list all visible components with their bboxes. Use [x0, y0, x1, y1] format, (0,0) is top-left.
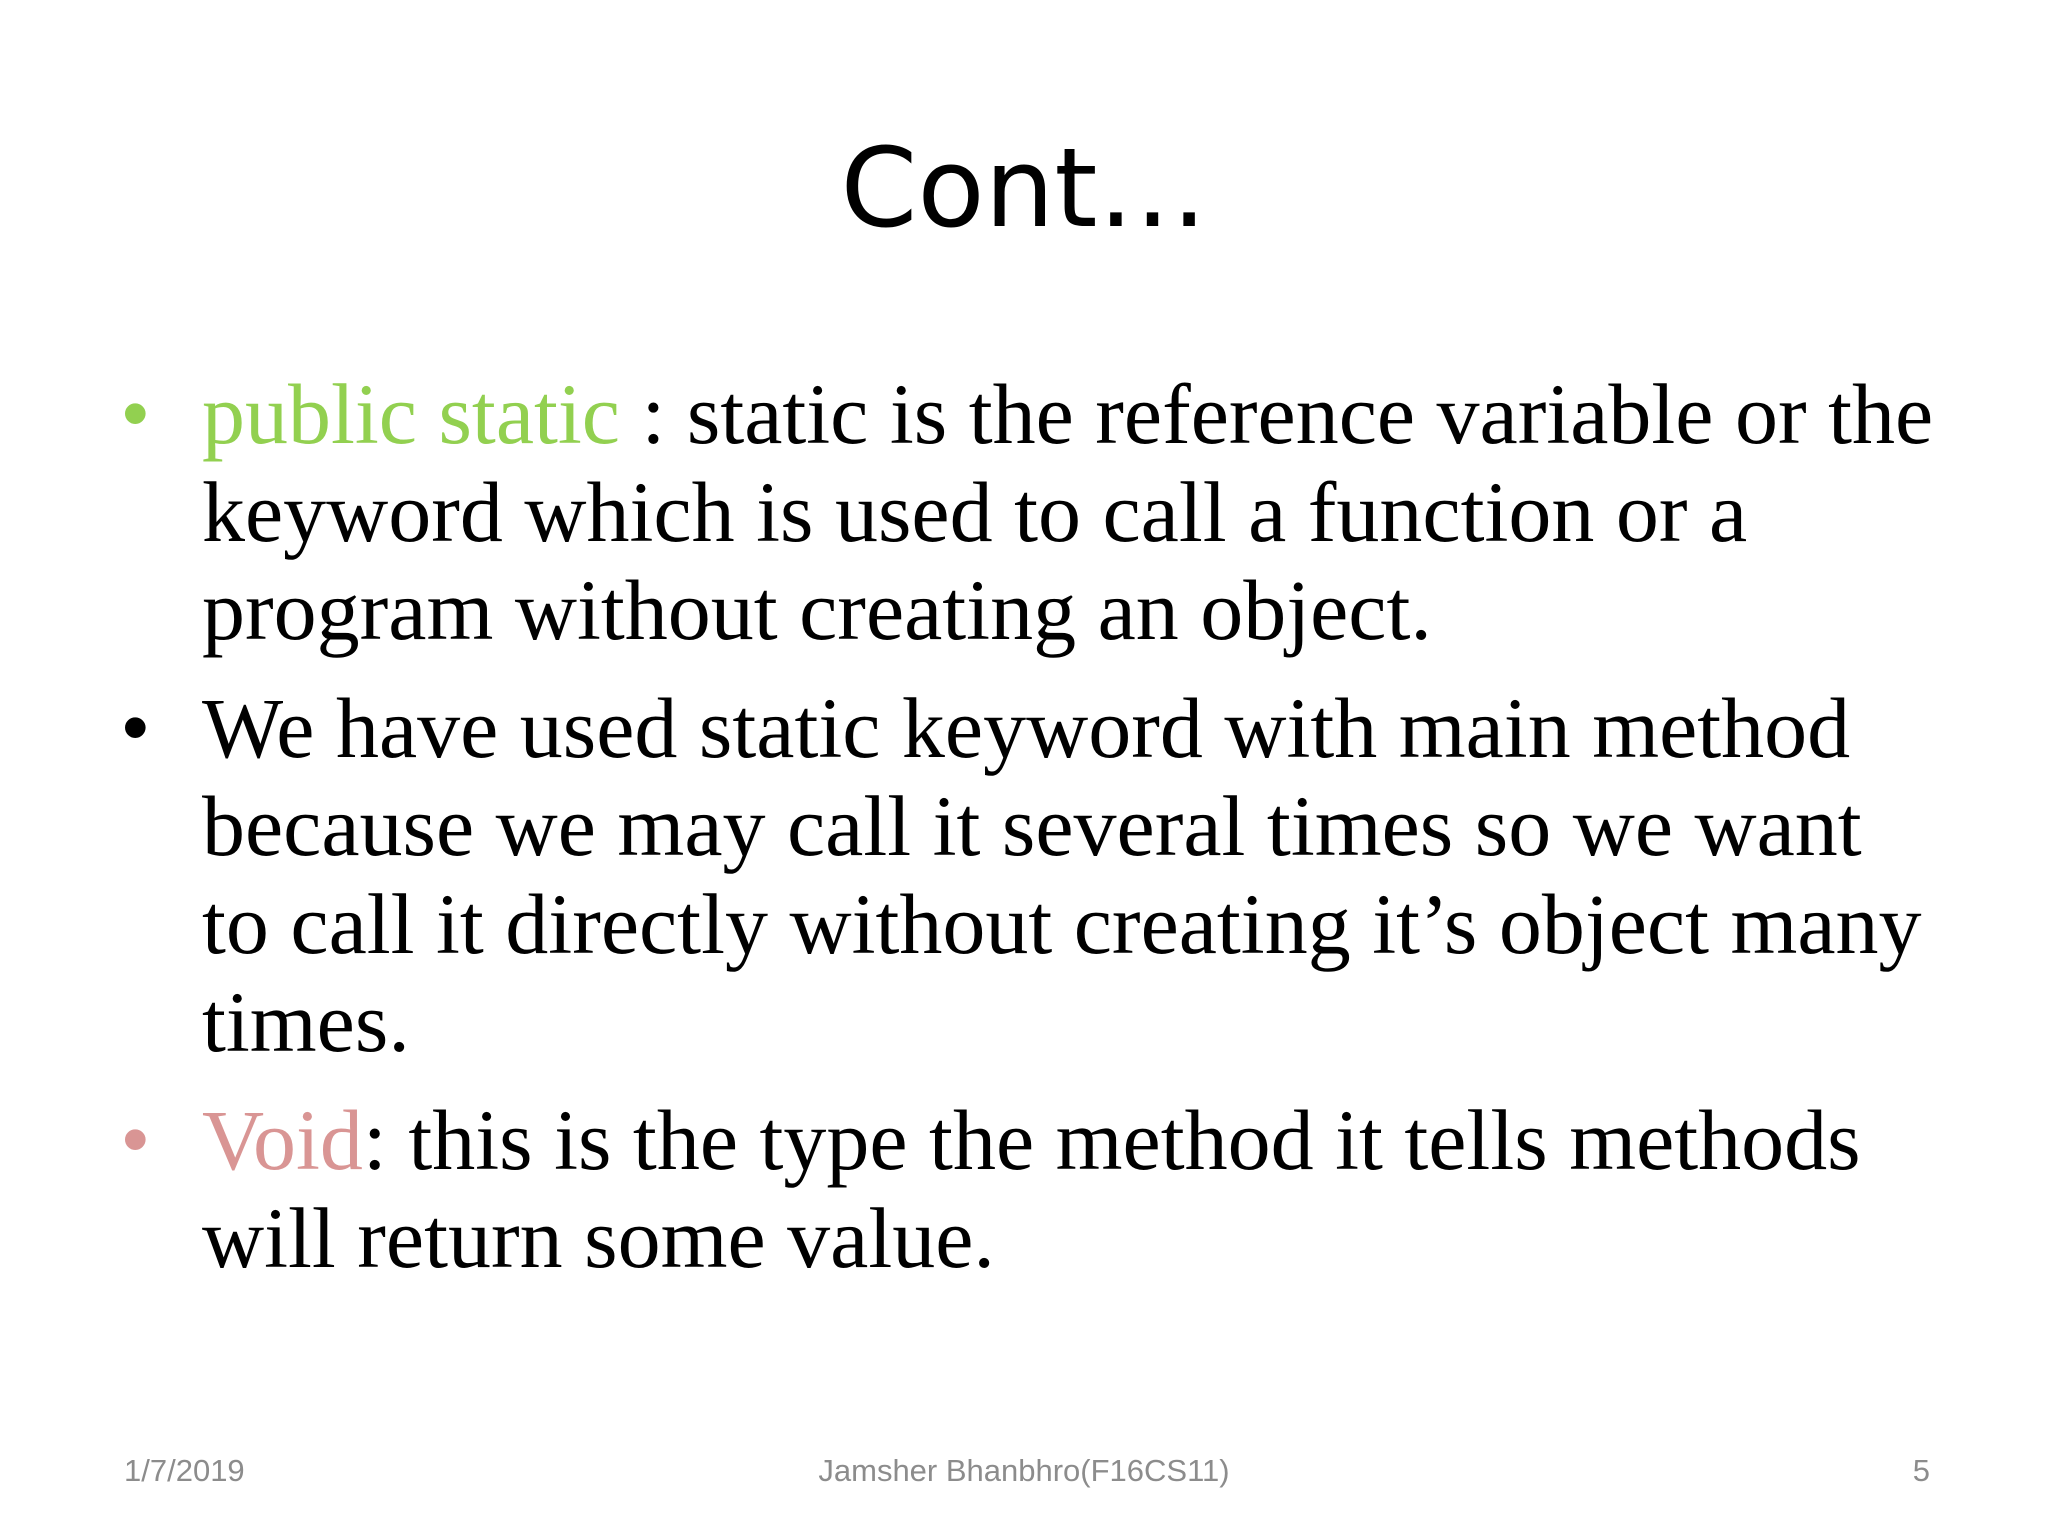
- slide-title: Cont…: [840, 124, 1208, 252]
- bullet-text: : static is the reference variable or the keyword which is used to call a function or a program without creating an object.: [202, 366, 1934, 658]
- bullet-item-static-keyword: [118, 679, 1948, 1071]
- keyword-void: Void: [202, 1092, 363, 1188]
- footer-author: Jamsher Bhanbhro(F16CS11): [818, 1453, 1230, 1488]
- bullet-list: [118, 365, 1948, 1307]
- bullet-item-void: [118, 1091, 1948, 1287]
- bullet-text: We have used static keyword with main method because we may call it several times so we want to call it directly without creating it’s object many times.: [202, 680, 1922, 1070]
- bullet-dot-icon: •: [122, 1097, 149, 1182]
- bullet-dot-icon: •: [122, 685, 149, 770]
- bullet-dot-icon: •: [122, 371, 149, 456]
- bullet-item-public-static: [118, 365, 1948, 659]
- footer-page-number: 5: [1912, 1453, 1930, 1488]
- bullet-text: : this is the type the method it tells methods will return some value.: [202, 1092, 1861, 1286]
- footer-date: 1/7/2019: [124, 1453, 245, 1488]
- keyword-public-static: public static: [202, 366, 620, 462]
